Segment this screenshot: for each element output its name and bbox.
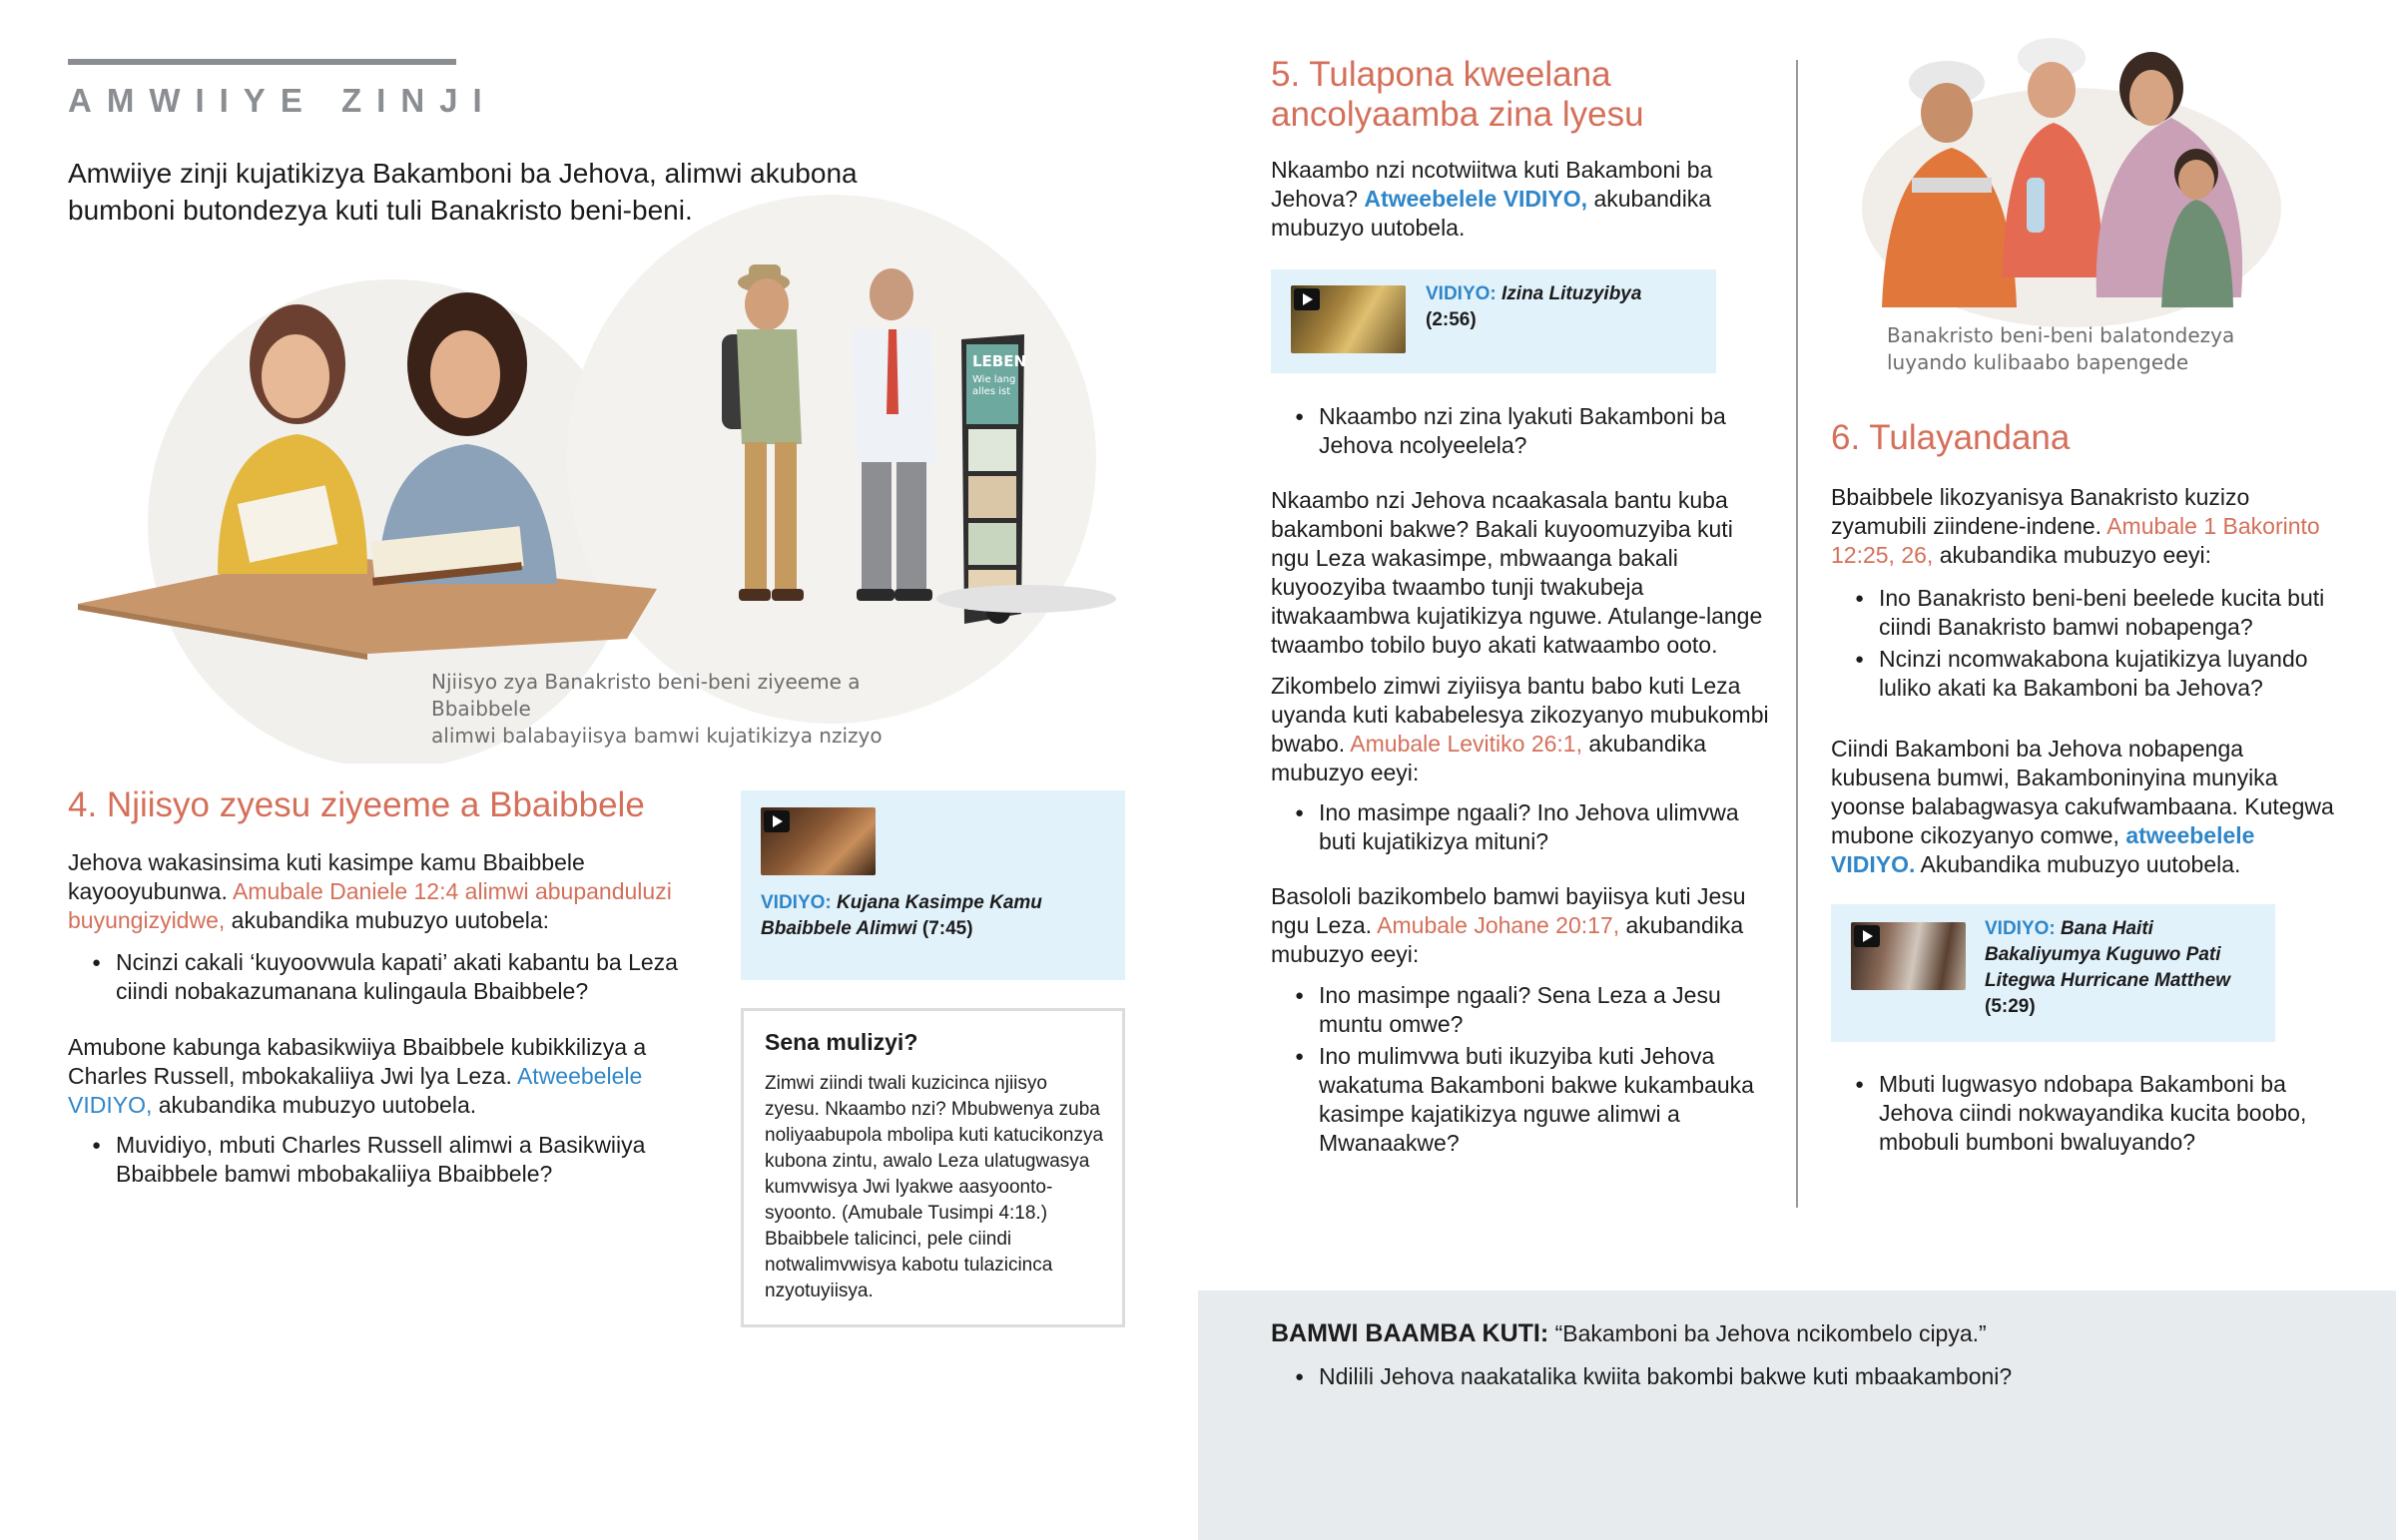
section5-heading	[1271, 55, 1790, 135]
video3-prefix: VIDIYO:	[1985, 918, 2056, 939]
section6-question3: ● Mbuti lugwasyo ndobapa Bakamboni ba Jehova ciindi nokwayandika kucita boobo, mbobuli bumboni bwaluyando?	[1831, 1070, 2340, 1157]
section6-p2-text: Ciindi Bakamboni ba Jehova nobapenga kubusena bumwi, Bakamboninyina munyika yoonse balabagwasya cakufwambaana. Kutegwa mubone cikozyanyo comwe,	[1831, 736, 2334, 848]
relief-illustration	[1842, 28, 2301, 327]
did-you-know-box	[741, 1008, 1125, 1327]
video-box-2[interactable]	[1271, 269, 1716, 373]
column-divider	[1796, 60, 1798, 1208]
video-box-3[interactable]	[1831, 904, 2275, 1042]
section5-video-link[interactable]: Atweebelele VIDIYO,	[1364, 186, 1588, 212]
video1-duration: (7:45)	[921, 918, 973, 939]
section6-p1-text: Bbaibbele likozyanisya Banakristo kuzizo zyamubili ziindene-indene.	[1831, 484, 2250, 539]
section4-question2: ● Muvidiyo, mbuti Charles Russell alimwi a Basikwiiya Bbaibbele bamwi mbobakaliiya Bbaibbele?	[68, 1131, 707, 1189]
kicker-rule	[68, 59, 456, 65]
intro-text: Amwiiye zinji kujatikizya Bakamboni ba Jehova, alimwi akubona bumboni butondezya kuti tuli Banakristo beni-beni.	[68, 158, 858, 226]
section5-p4-tail: akubandika mubuzyo eeyi:	[1271, 912, 1744, 967]
section5-p4-text: Basololi bazikombelo bamwi bayiisya kuti Jesu ngu Leza.	[1271, 883, 1746, 938]
section5-paragraph1	[1271, 156, 1770, 243]
section5-p1-tail: akubandika mubuzyo uutobela.	[1271, 186, 1712, 241]
kicker: AMWIIYE ZINJI	[68, 82, 497, 119]
video1-label[interactable]	[761, 890, 1100, 942]
did-you-know-text: Zimwi ziindi twali kuzicinca njiisyo zyesu. Nkaambo nzi? Mbubwenya zuba noliyaabupola mbolipa kuti katucikonzya kubona zintu, awalo Leza ulatugwasya kumvwisya Jwi lyakwe aasyoonto-syoonto. (Amubale Tusimpi 4:18.) Bbaibbele talicinci, pele ciindi notwalimvwisya kabotu tulazicinca nzyotuyiisya.	[765, 1073, 1104, 1301]
section5-question-list-2	[1271, 798, 1770, 859]
play-icon[interactable]	[1294, 288, 1320, 310]
illustration-caption-line2: alimwi balabayiisya bamwi kujatikizya nzizyo	[431, 724, 883, 748]
illustration-caption-line1: Njiisyo zya Banakristo beni-beni ziyeeme a Bbaibbele	[431, 670, 861, 721]
some-say-line	[1271, 1318, 1987, 1348]
some-say-question-list	[1271, 1362, 2269, 1394]
section6-paragraph1	[1831, 483, 2340, 570]
video2-thumbnail[interactable]	[1291, 285, 1406, 353]
section5-p4-reference[interactable]: Amubale Johane 20:17,	[1377, 912, 1620, 938]
section6-heading: 6. Tulayandana	[1831, 418, 2071, 457]
literature-cart	[961, 334, 1026, 624]
video1-prefix: VIDIYO:	[761, 892, 832, 913]
cart-sign-line1: LEBEN	[972, 352, 1027, 370]
section4-p2-text: Amubone kabunga kabasikwiiya Bbaibbele kubikkilizya a Charles Russell, mbokakaliiya Jwi lya Leza.	[68, 1034, 647, 1089]
section5-question1: ● Nkaambo nzi zina lyakuti Bakamboni ba Jehova ncolyeelela?	[1271, 402, 1770, 460]
section4-p1-tail: akubandika mubuzyo uutobela:	[231, 907, 550, 933]
section5-paragraph3	[1271, 672, 1770, 787]
cart-sign-line2: Wie lang	[972, 374, 1016, 385]
video1-title: Kujana Kasimpe Kamu Bbaibbele Alimwi	[761, 892, 1042, 939]
video-box-1[interactable]	[741, 790, 1125, 980]
section6-question-list-2	[1831, 1070, 2340, 1160]
some-say-lead: BAMWI BAAMBA KUTI:	[1271, 1319, 1549, 1347]
section4-p2-tail: akubandika mubuzyo uutobela.	[158, 1092, 477, 1118]
section4-paragraph2	[68, 1033, 707, 1120]
section4-video-link[interactable]: Atweebelele VIDIYO,	[68, 1063, 643, 1118]
section5-paragraph2: Nkaambo nzi Jehova ncaakasala bantu kuba bakamboni bakwe? Bakali kuyoomuzyiba kuti ngu Leza wakasimpe, mbwaanga bakali kuyoozyiba twaambo tunji twakubeja itwakaambwa kujatikizya nguwe. Atulange-lange twaambo tobilo buyo akati katwaambo ooto.	[1271, 487, 1763, 658]
video2-title: Izina Lituzyibya	[1501, 283, 1642, 304]
video3-thumbnail[interactable]	[1851, 922, 1966, 990]
section4-question-list-1	[68, 948, 707, 1009]
section6-question-list-1	[1831, 584, 2340, 706]
illustration-caption	[431, 669, 950, 750]
section5-p3-tail: akubandika mubuzyo eeyi:	[1271, 731, 1707, 785]
video2-prefix: VIDIYO:	[1426, 283, 1497, 304]
section6-paragraph2	[1831, 735, 2340, 879]
some-say-box	[1198, 1290, 2396, 1540]
section4-p1-reference[interactable]: Amubale Daniele 12:4 alimwi abupanduluzi buyungizyidwe,	[68, 878, 672, 933]
section6-video-link[interactable]: atweebelele VIDIYO.	[1831, 822, 2255, 877]
section5-heading-line1: 5. Tulapona kweelana	[1271, 55, 1611, 94]
section5-question-list-3	[1271, 981, 1770, 1161]
section5-question4: ● Ino mulimvwa buti ikuzyiba kuti Jehova wakatuma Bakamboni bakwe kukambauka kasimpe kajatikizya nguwe alimwi a Mwanaakwe?	[1271, 1042, 1770, 1158]
video2-duration: (2:56)	[1426, 309, 1477, 330]
play-icon[interactable]	[764, 810, 790, 832]
section5-question2: ● Ino masimpe ngaali? Ino Jehova ulimvwa buti kujatikizya mituni?	[1271, 798, 1770, 856]
video2-label[interactable]	[1426, 281, 1705, 333]
video3-title: Bana Haiti Bakaliyumya Kuguwo Pati Litegwa Hurricane Matthew	[1985, 918, 2230, 991]
section5-p1-text: Nkaambo nzi ncotwiitwa kuti Bakamboni ba Jehova?	[1271, 157, 1713, 212]
video3-label[interactable]	[1985, 916, 2264, 1020]
play-icon[interactable]	[1854, 925, 1880, 947]
section4-paragraph1	[68, 848, 707, 935]
section5-p3-text: Zikombelo zimwi ziyiisya bantu babo kuti Leza uyanda kuti kababelesya zikozyanyo mubukombi bwabo.	[1271, 673, 1769, 757]
video1-thumbnail[interactable]	[761, 807, 876, 875]
section5-question3: ● Ino masimpe ngaali? Sena Leza a Jesu muntu omwe?	[1271, 981, 1770, 1039]
some-say-question: ● Ndilili Jehova naakatalika kwiita bakombi bakwe kuti mbaakamboni?	[1271, 1362, 2269, 1391]
section4-p1-text: Jehova wakasinsima kuti kasimpe kamu Bbaibbele kayooyubunwa.	[68, 849, 585, 904]
section4-question-list-2	[68, 1131, 707, 1192]
section5-heading-line2: ancolyaamba zina lyesu	[1271, 95, 1644, 134]
video3-duration: (5:29)	[1985, 996, 2036, 1017]
section6-question2: ● Ncinzi ncomwakabona kujatikizya luyando luliko akati ka Bakamboni ba Jehova?	[1831, 645, 2340, 703]
relief-caption-line1: Banakristo beni-beni balatondezya	[1887, 323, 2235, 347]
section6-question1: ● Ino Banakristo beni-beni beelede kucita buti ciindi Banakristo bamwi nobapenga?	[1831, 584, 2340, 642]
section5-paragraph4	[1271, 882, 1770, 969]
section5-question-list-1	[1271, 402, 1770, 463]
section5-p3-reference[interactable]: Amubale Levitiko 26:1,	[1350, 731, 1582, 757]
some-say-quote: “Bakamboni ba Jehova ncikombelo cipya.”	[1554, 1320, 1987, 1346]
did-you-know-title: Sena mulizyi?	[765, 1029, 918, 1055]
cart-sign-line3: alles ist	[972, 386, 1011, 397]
section4-question1: ● Ncinzi cakali ‘kuyoovwula kapati’ akati kabantu ba Leza ciindi nobakazumanana kulingaula Bbaibbele?	[68, 948, 707, 1006]
relief-caption	[1887, 322, 2286, 376]
section6-p1-tail: akubandika mubuzyo eeyi:	[1939, 542, 2212, 568]
section6-p1-reference[interactable]: Amubale 1 Bakorinto 12:25, 26,	[1831, 513, 2320, 568]
section6-p2-tail: Akubandika mubuzyo uutobela.	[1920, 851, 2241, 877]
relief-caption-line2: luyando kulibaabo bapengede	[1887, 350, 2189, 374]
section4-heading: 4. Njiisyo zyesu ziyeeme a Bbaibbele	[68, 785, 645, 824]
